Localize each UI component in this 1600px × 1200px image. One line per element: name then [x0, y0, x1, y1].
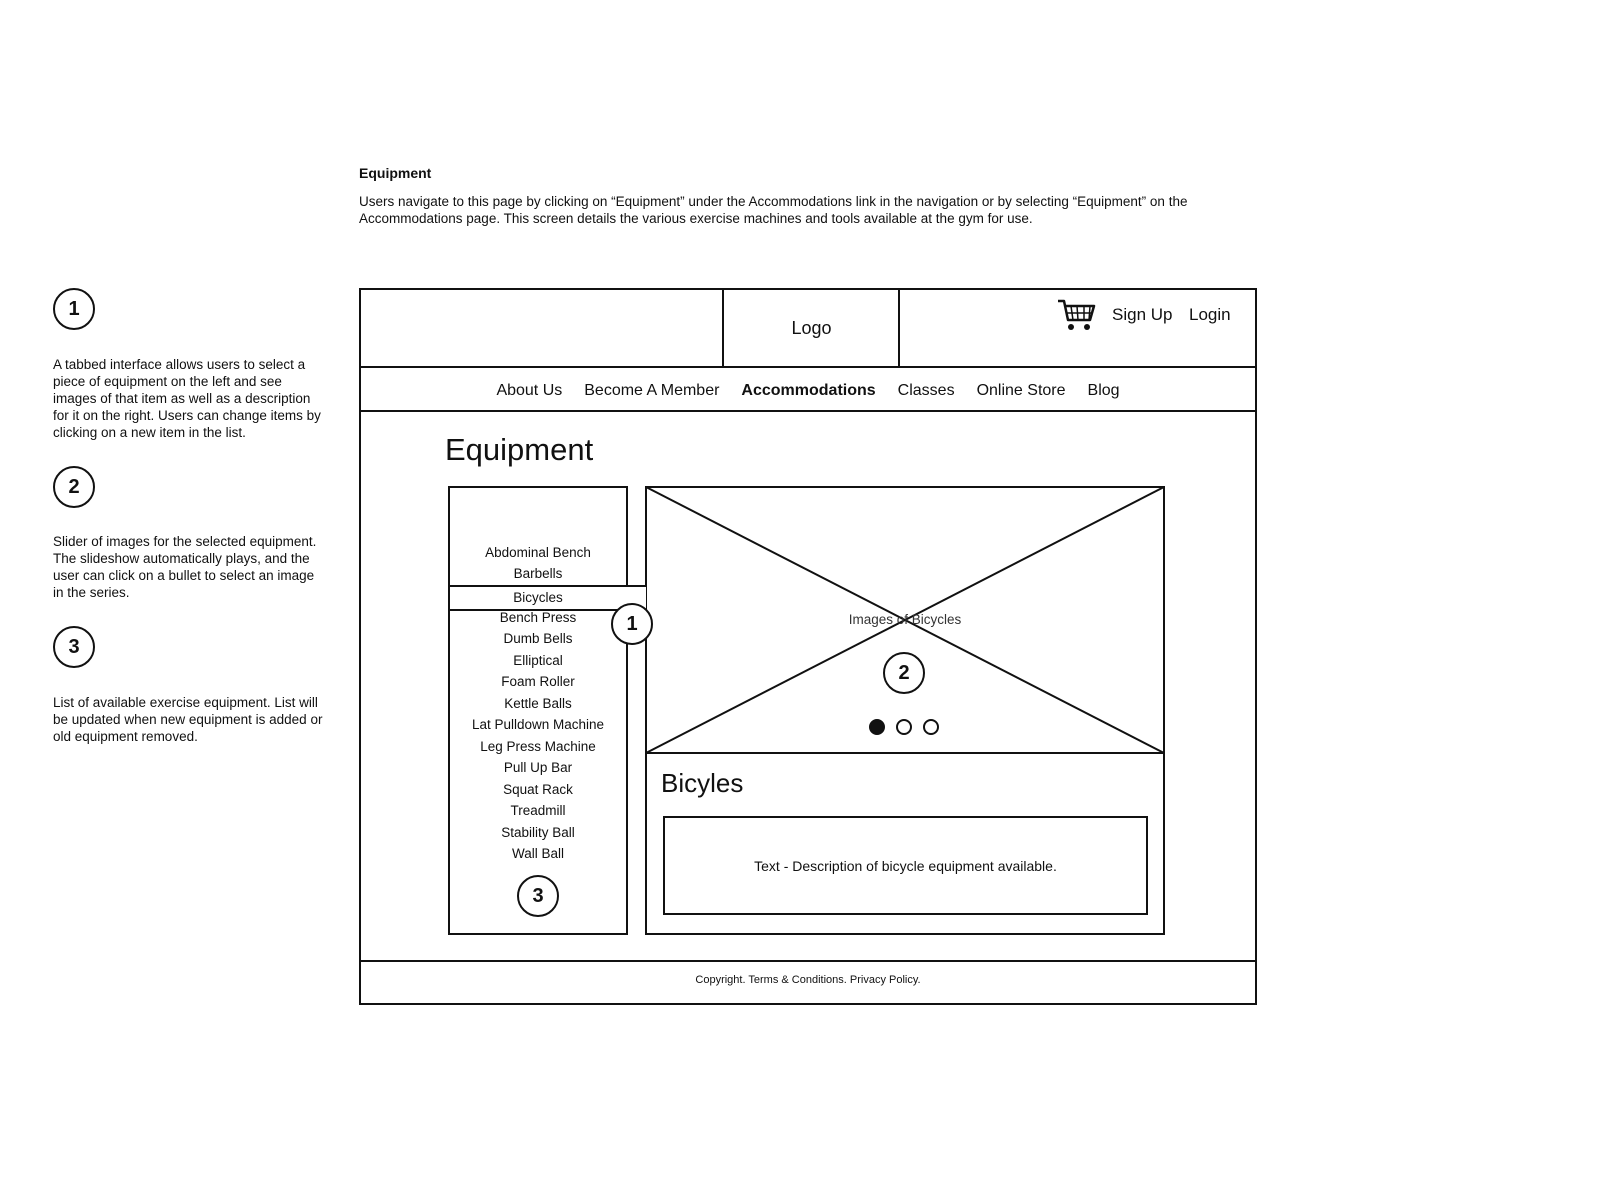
annotation-marker-3: 3 [517, 875, 559, 917]
equipment-heading: Bicyles [661, 768, 744, 798]
slider-image-label: Images of Bicycles [848, 612, 962, 627]
equipment-description-box [663, 816, 1148, 915]
footer-divider [361, 960, 1255, 962]
header-divider [361, 366, 1255, 368]
slider-bullet-1[interactable] [869, 719, 885, 735]
equipment-description: Text - Description of bicycle equipment available. [754, 857, 1057, 874]
note-text-3: List of available exercise equipment. List will be updated when new equipment is added or old equipment removed. [53, 695, 323, 744]
list-item-barbells[interactable]: Barbells [513, 566, 563, 581]
annotation-marker-2: 2 [883, 652, 925, 694]
footer-privacy-link[interactable]: Privacy Policy. [849, 974, 921, 986]
slider-bullet-3[interactable] [923, 719, 939, 735]
list-item-bench-press[interactable]: Bench Press [499, 610, 577, 625]
logo[interactable]: Logo [791, 318, 832, 338]
nav-item-accommodations[interactable]: Accommodations [741, 382, 876, 399]
list-item-pull-up-bar[interactable]: Pull Up Bar [503, 760, 573, 775]
list-item-squat-rack[interactable]: Squat Rack [503, 782, 573, 797]
page-title: Equipment [445, 432, 594, 467]
list-item-lat-pulldown-machine[interactable]: Lat Pulldown Machine [471, 717, 605, 732]
note-text-2: Slider of images for the selected equipment. The slideshow automatically plays, and the user can click on a bullet to select an image in the series. [53, 534, 317, 600]
nav-item-about-us[interactable]: About Us [496, 382, 563, 399]
annotation-marker-1: 1 [611, 603, 653, 645]
list-item-kettle-balls[interactable]: Kettle Balls [504, 696, 572, 711]
signup-link[interactable]: Sign Up [1112, 305, 1173, 324]
note-text-1: A tabbed interface allows users to select a piece of equipment on the left and see images of that item as well as a description for it on the right. Users can change items by clicking on a new item in the list. [53, 357, 321, 440]
login-link[interactable]: Login [1189, 305, 1231, 324]
list-item-treadmill[interactable]: Treadmill [510, 803, 566, 818]
main-navigation [361, 382, 1255, 400]
slider-bullet-2[interactable] [896, 719, 912, 735]
nav-divider [361, 410, 1255, 412]
shopping-cart-icon[interactable] [1057, 298, 1097, 337]
list-item-dumb-bells[interactable]: Dumb Bells [503, 631, 573, 646]
note-marker-3: 3 [53, 626, 95, 668]
footer [361, 974, 1255, 986]
list-item-stability-ball[interactable]: Stability Ball [501, 825, 575, 840]
nav-item-become-a-member[interactable]: Become A Member [584, 382, 720, 399]
document-description: Users navigate to this page by clicking on “Equipment” under the Accommodations link in the navigation or by selecting “Equipment” on the Accommodations page. This screen details the various exercise machines and tools available at the gym for use. [359, 194, 1188, 226]
list-item-bicycles[interactable]: Bicycles [513, 590, 563, 605]
list-item-elliptical[interactable]: Elliptical [513, 653, 563, 668]
nav-item-online-store[interactable]: Online Store [976, 382, 1066, 399]
document-title: Equipment [359, 165, 432, 181]
nav-item-classes[interactable]: Classes [897, 382, 955, 399]
list-item-leg-press-machine[interactable]: Leg Press Machine [480, 739, 596, 754]
list-item-abdominal-bench[interactable]: Abdominal Bench [485, 545, 591, 560]
footer-copyright[interactable]: Copyright. [695, 974, 746, 986]
list-item-foam-roller[interactable]: Foam Roller [501, 674, 575, 689]
footer-terms-link[interactable]: Terms & Conditions. [748, 974, 847, 986]
nav-item-blog[interactable]: Blog [1087, 382, 1120, 399]
note-marker-2: 2 [53, 466, 95, 508]
list-item-wall-ball[interactable]: Wall Ball [511, 846, 564, 861]
note-marker-1: 1 [53, 288, 95, 330]
